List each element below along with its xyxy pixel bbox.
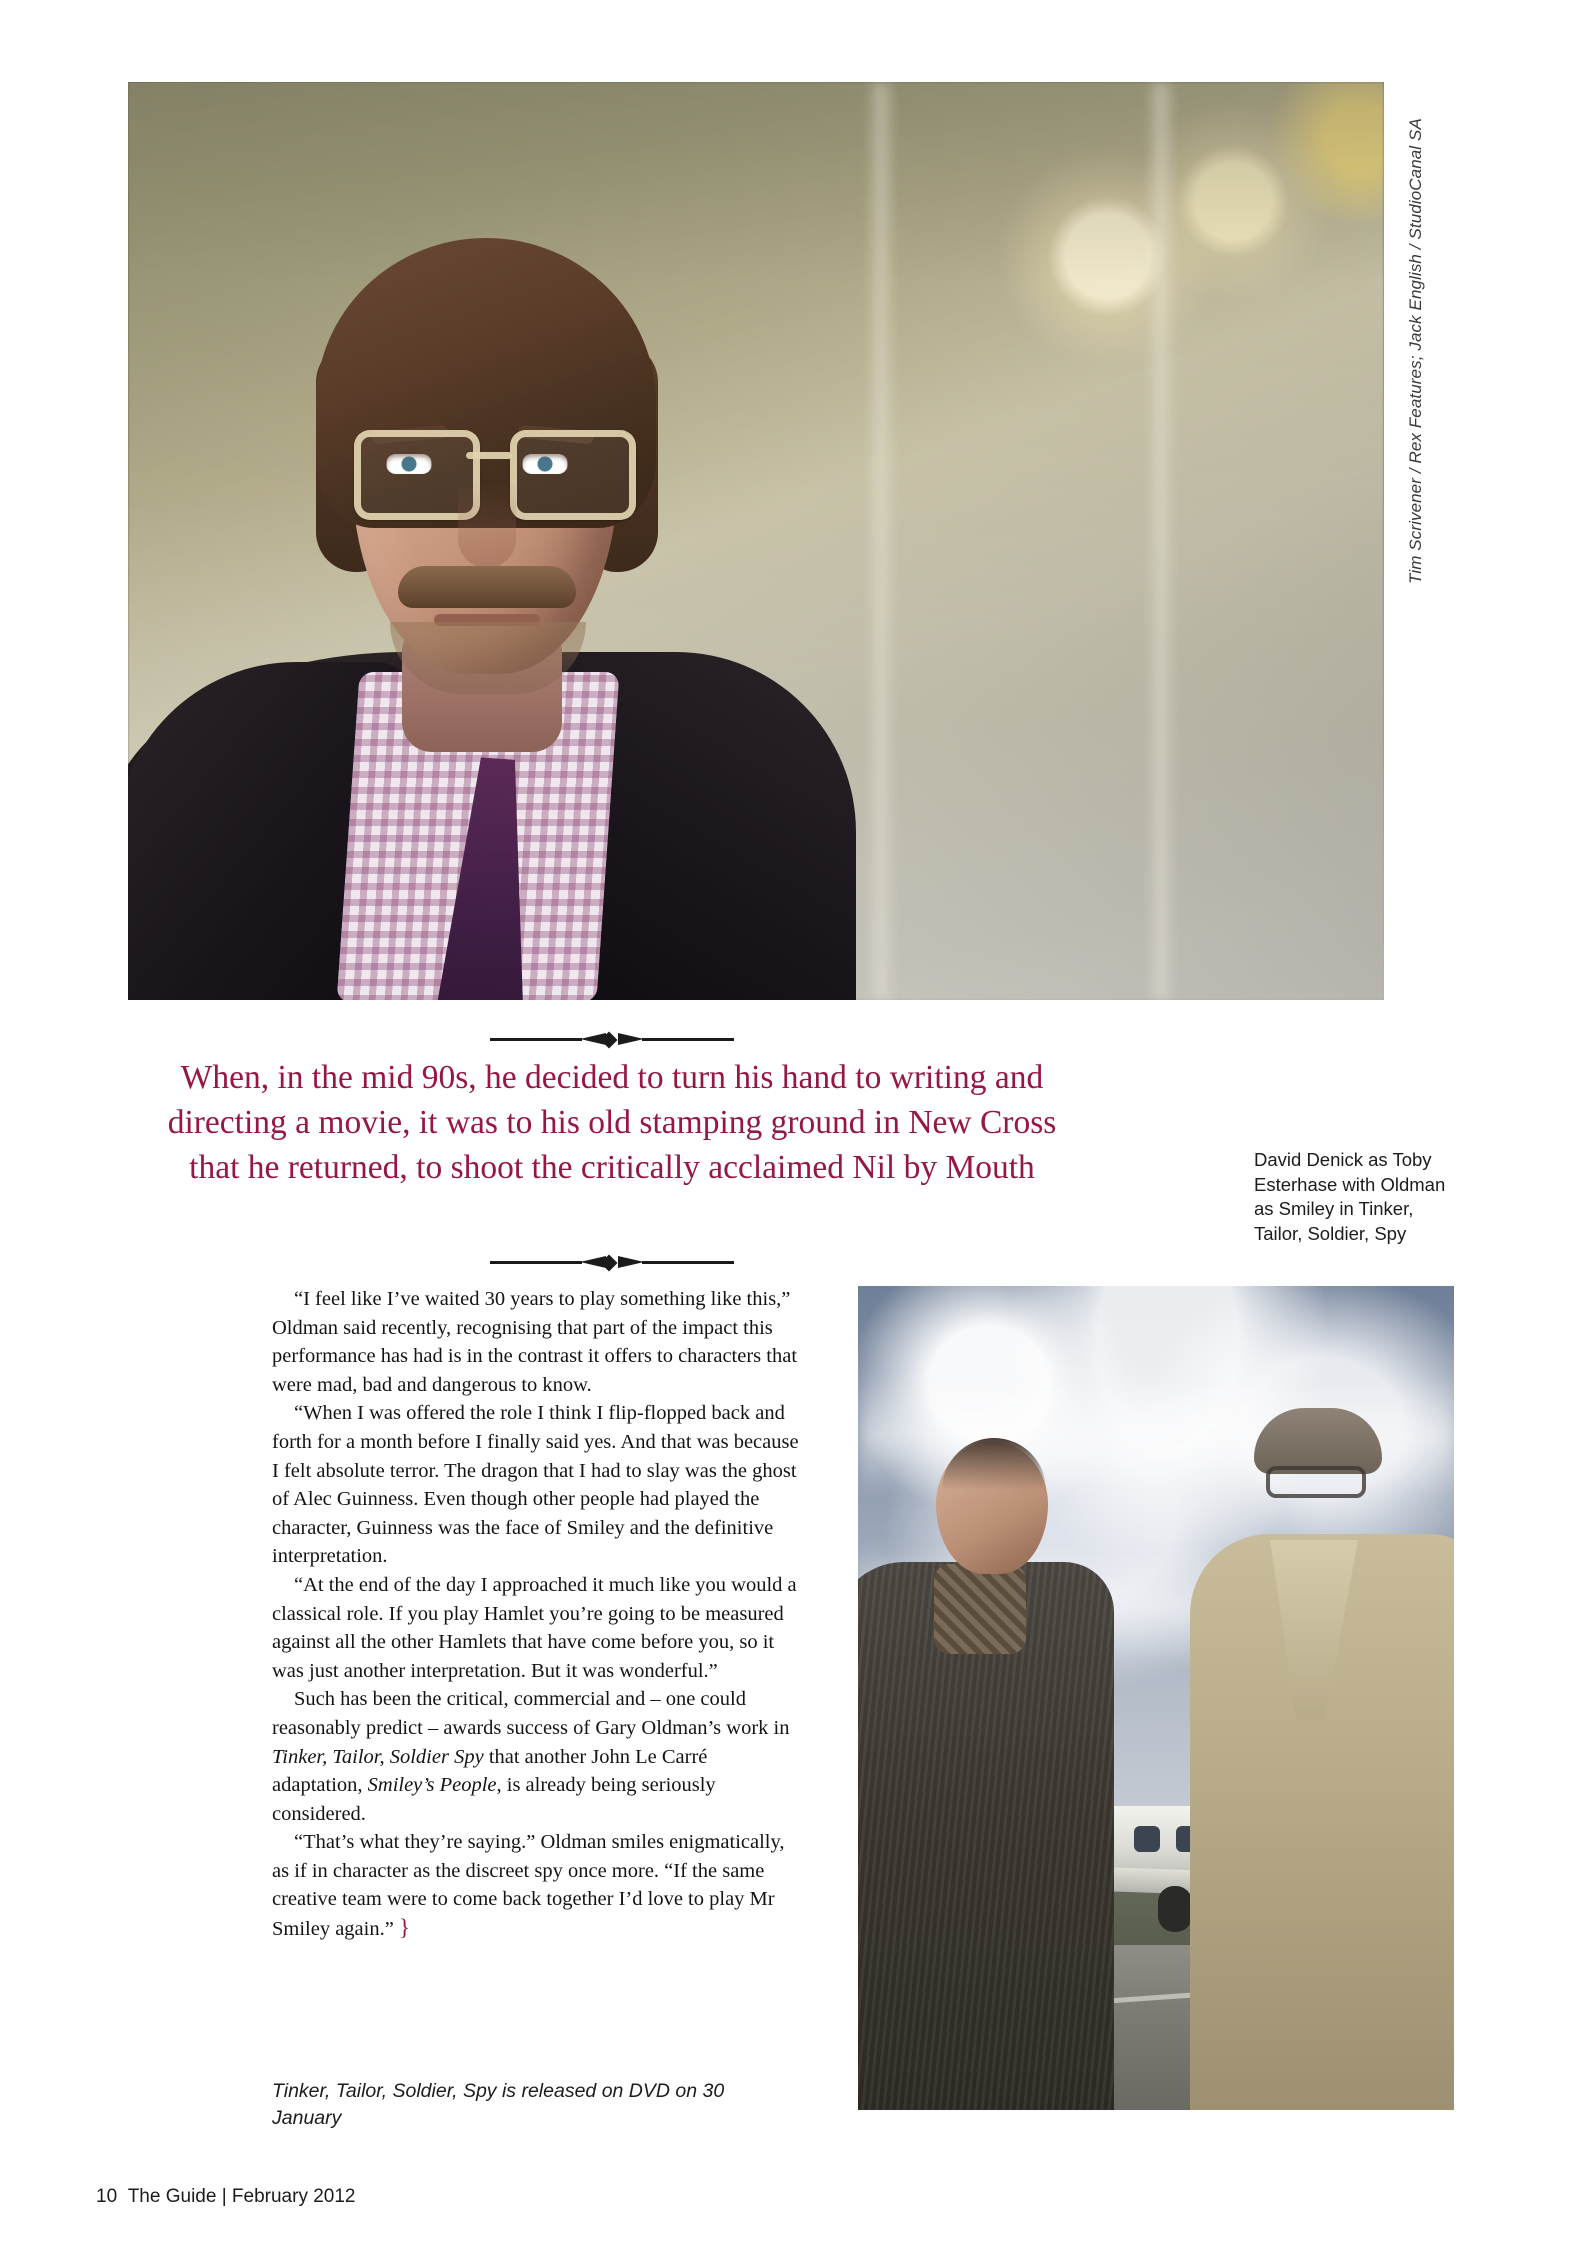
book-title-smileys-people: Smiley’s People (367, 1774, 497, 1797)
rule-bar-left (490, 1038, 582, 1041)
rule-bar-right (642, 1038, 734, 1041)
film-title-tinker-tailor: Tinker, Tailor, Soldier Spy (272, 1745, 484, 1768)
body-paragraph-5 (272, 1828, 802, 1943)
subject-nose (458, 482, 516, 568)
portrait-subject (166, 152, 786, 1000)
article-standfirst: Tinker, Tailor, Soldier, Spy is released on DVD on 30 January (272, 2080, 725, 2129)
subject-moustache (398, 566, 576, 608)
actor-hair (1254, 1408, 1382, 1474)
publication-line: The Guide | February 2012 (127, 2186, 356, 2207)
portrait-photo-gary-oldman (128, 82, 1384, 1000)
para4-part-a: Such has been the critical, commercial and – one could reasonably predict – awards success of Gary Oldman’s work in (272, 1688, 790, 1739)
aircraft-window (1134, 1826, 1160, 1852)
body-paragraph-3: “At the end of the day I approached it much like you would a classical role. If you play Hamlet you’re going to be measured against all the other Hamlets that have come before you, so it was just another interpretation. But it was wonderful.” (272, 1573, 797, 1682)
eyeglass-bridge (466, 452, 512, 459)
rule-triangle-right (618, 1256, 644, 1268)
background-column (868, 82, 894, 1000)
body-paragraph-4 (272, 1685, 802, 1828)
rule-bar-left (490, 1261, 582, 1264)
rule-triangle-right (618, 1033, 644, 1045)
photo-caption: David Denick as Toby Esterhase with Oldman as Smiley in Tinker, Tailor, Soldier, Spy (1254, 1149, 1446, 1244)
ornament-rule-bottom (490, 1255, 734, 1269)
actor-david-dencik (858, 1436, 1124, 2110)
page-footer (96, 2186, 356, 2208)
photo-credit: Tim Scrivener / Rex Features; Jack English / StudioCanal SA (1406, 118, 1425, 584)
actor-scarf (934, 1564, 1026, 1654)
actor-hair (942, 1438, 1046, 1490)
eyeglass-lens-right (510, 430, 636, 520)
background-column (1148, 82, 1174, 1000)
body-paragraph-1: “I feel like I’ve waited 30 years to play something like this,” Oldman said recently, recognising that part of the impact this performance has had is in the contrast it offers to characters that were mad, bad and dangerous to know. (272, 1288, 798, 1396)
rule-bar-right (642, 1261, 734, 1264)
ornament-rule-top (490, 1032, 734, 1046)
article-body (272, 1285, 802, 1944)
body-paragraph-2: “When I was offered the role I think I flip-flopped back and forth for a month before I finally said yes. And that was because I felt absolute terror. The dragon that I had to slay was the ghost of Alec Guinness. Even though other people had played the character, Guinness was the face of Smiley and the definitive interpretation. (272, 1402, 799, 1568)
end-mark: } (398, 1915, 411, 1941)
actor-gary-oldman (1164, 1414, 1454, 2110)
actor-eyeglasses-icon (1266, 1466, 1366, 1498)
page-number: 10 (96, 2186, 118, 2207)
para4-part-b: that another John Le Carré adaptation, (272, 1745, 708, 1797)
film-still-photo (858, 1286, 1454, 2110)
pull-quote: When, in the mid 90s, he decided to turn his hand to writing and directing a movie, it was to his old stamping ground in New Cross that he returned, to shoot the critically acclaimed Nil by Mouth (167, 1059, 1057, 1186)
para5-text: “That’s what they’re saying.” Oldman smiles enigmatically, as if in character as the discreet spy once more. “If the same creative team were to come back together I’d love to play Mr Smiley again.” (272, 1831, 785, 1941)
para4-part-c: , is already being seriously considered. (272, 1774, 716, 1825)
